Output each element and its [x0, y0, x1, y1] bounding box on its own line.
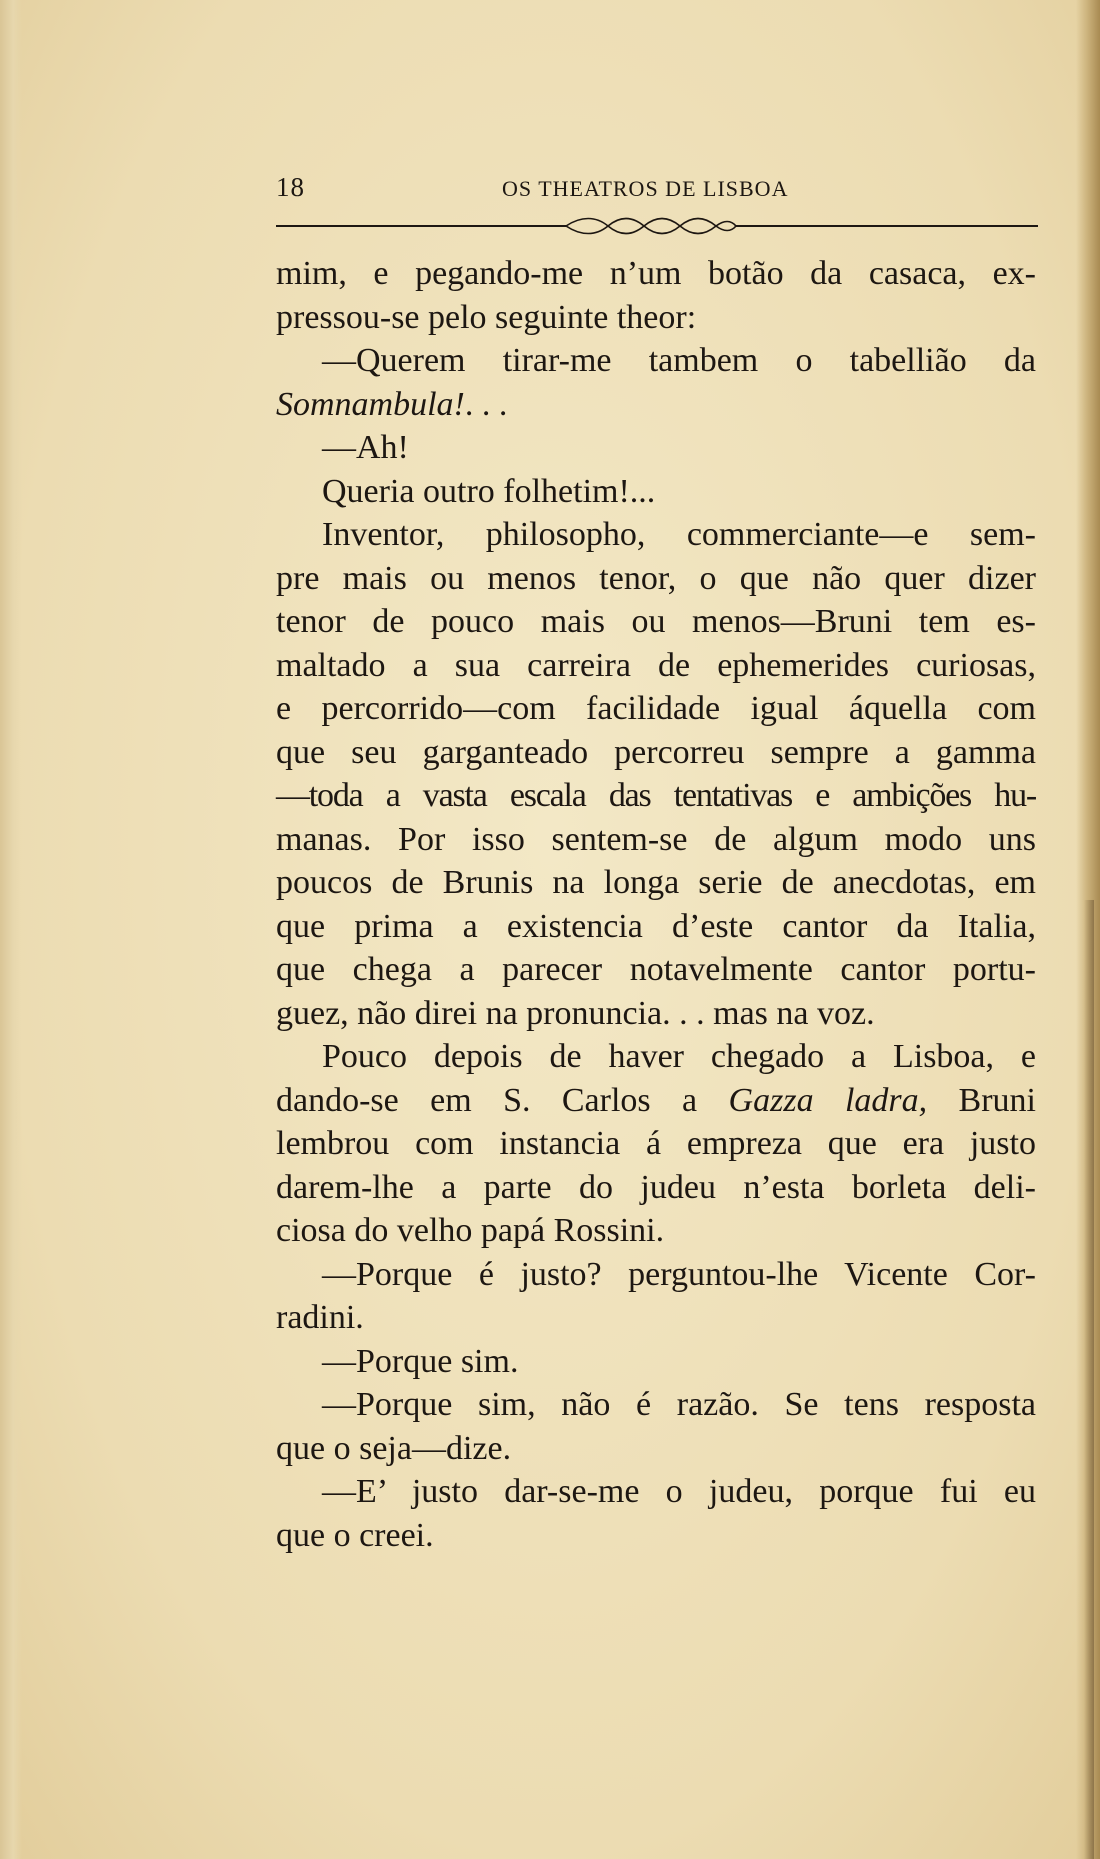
text-line: [276, 383, 1036, 427]
text-line: Pouco depois de haver chegado a Lisboa, e: [322, 1038, 1036, 1075]
text-line: darem-lhe a parte do judeu n’esta borleta deli-: [276, 1168, 1036, 1206]
text-fragment: Bruni: [927, 1081, 1037, 1119]
text-line: que o creei.: [276, 1516, 434, 1554]
text-line: —Porque sim.: [322, 1342, 519, 1380]
text-line: —toda a vasta escala das tentativas e ambições hu-: [276, 777, 1036, 814]
page-number: 18: [276, 172, 305, 202]
text-line: mim, e pegando-me n’um botão da casaca, ex-: [276, 255, 1036, 292]
text-line: pressou-se pelo seguinte theor:: [276, 298, 697, 336]
body-text: [276, 252, 1036, 1557]
text-line: —Porque sim, não é razão. Se tens resposta: [322, 1386, 1036, 1423]
text-line: —Porque é justo? perguntou-lhe Vicente Cor-: [322, 1255, 1036, 1293]
text-line: Queria outro folhetim!...: [322, 472, 656, 510]
text-line: —E’ justo dar-se-me o judeu, porque fui eu: [322, 1473, 1036, 1510]
text-line: radini.: [276, 1299, 364, 1336]
text-line: que prima a existencia d’este cantor da Italia,: [276, 907, 1036, 945]
text-line: que chega a parecer notavelmente cantor portu-: [276, 951, 1036, 988]
text-line: ciosa do velho papá Rossini.: [276, 1212, 665, 1249]
header-ornament-rule: [276, 212, 1038, 242]
text-line: guez, não direi na pronuncia. . . mas na voz.: [276, 994, 875, 1032]
text-line: tenor de pouco mais ou menos—Bruni tem es-: [276, 603, 1036, 640]
text-fragment: dando-se em S. Carlos a: [276, 1081, 729, 1119]
page-header: [276, 172, 1036, 208]
text-line: [276, 1079, 1036, 1123]
text-line: maltado a sua carreira de ephemerides curiosas,: [276, 646, 1036, 684]
page-edge-shadow: [1084, 900, 1094, 1859]
running-title: OS THEATROS DE LISBOA: [502, 176, 789, 201]
italic-title: Gazza ladra,: [728, 1081, 928, 1119]
text-line: e percorrido—com facilidade igual áquella com: [276, 690, 1036, 727]
text-line: manas. Por isso sentem-se de algum modo uns: [276, 820, 1036, 858]
text-line: que o seja—dize.: [276, 1429, 512, 1467]
text-line: —Ah!: [322, 429, 409, 466]
italic-title: Somnambula!: [276, 385, 465, 423]
text-line: pre mais ou menos tenor, o que não quer dizer: [276, 559, 1036, 597]
text-fragment: . . .: [464, 385, 508, 423]
text-line: poucos de Brunis na longa serie de anecdotas, em: [276, 864, 1036, 901]
text-line: Inventor, philosopho, commerciante—e sem-: [322, 516, 1036, 553]
page-left-edge: [0, 0, 22, 1859]
text-line: —Querem tirar-me tambem o tabellião da: [322, 342, 1036, 379]
text-line: que seu garganteado percorreu sempre a gamma: [276, 733, 1036, 771]
text-line: lembrou com instancia á empreza que era justo: [276, 1125, 1036, 1162]
